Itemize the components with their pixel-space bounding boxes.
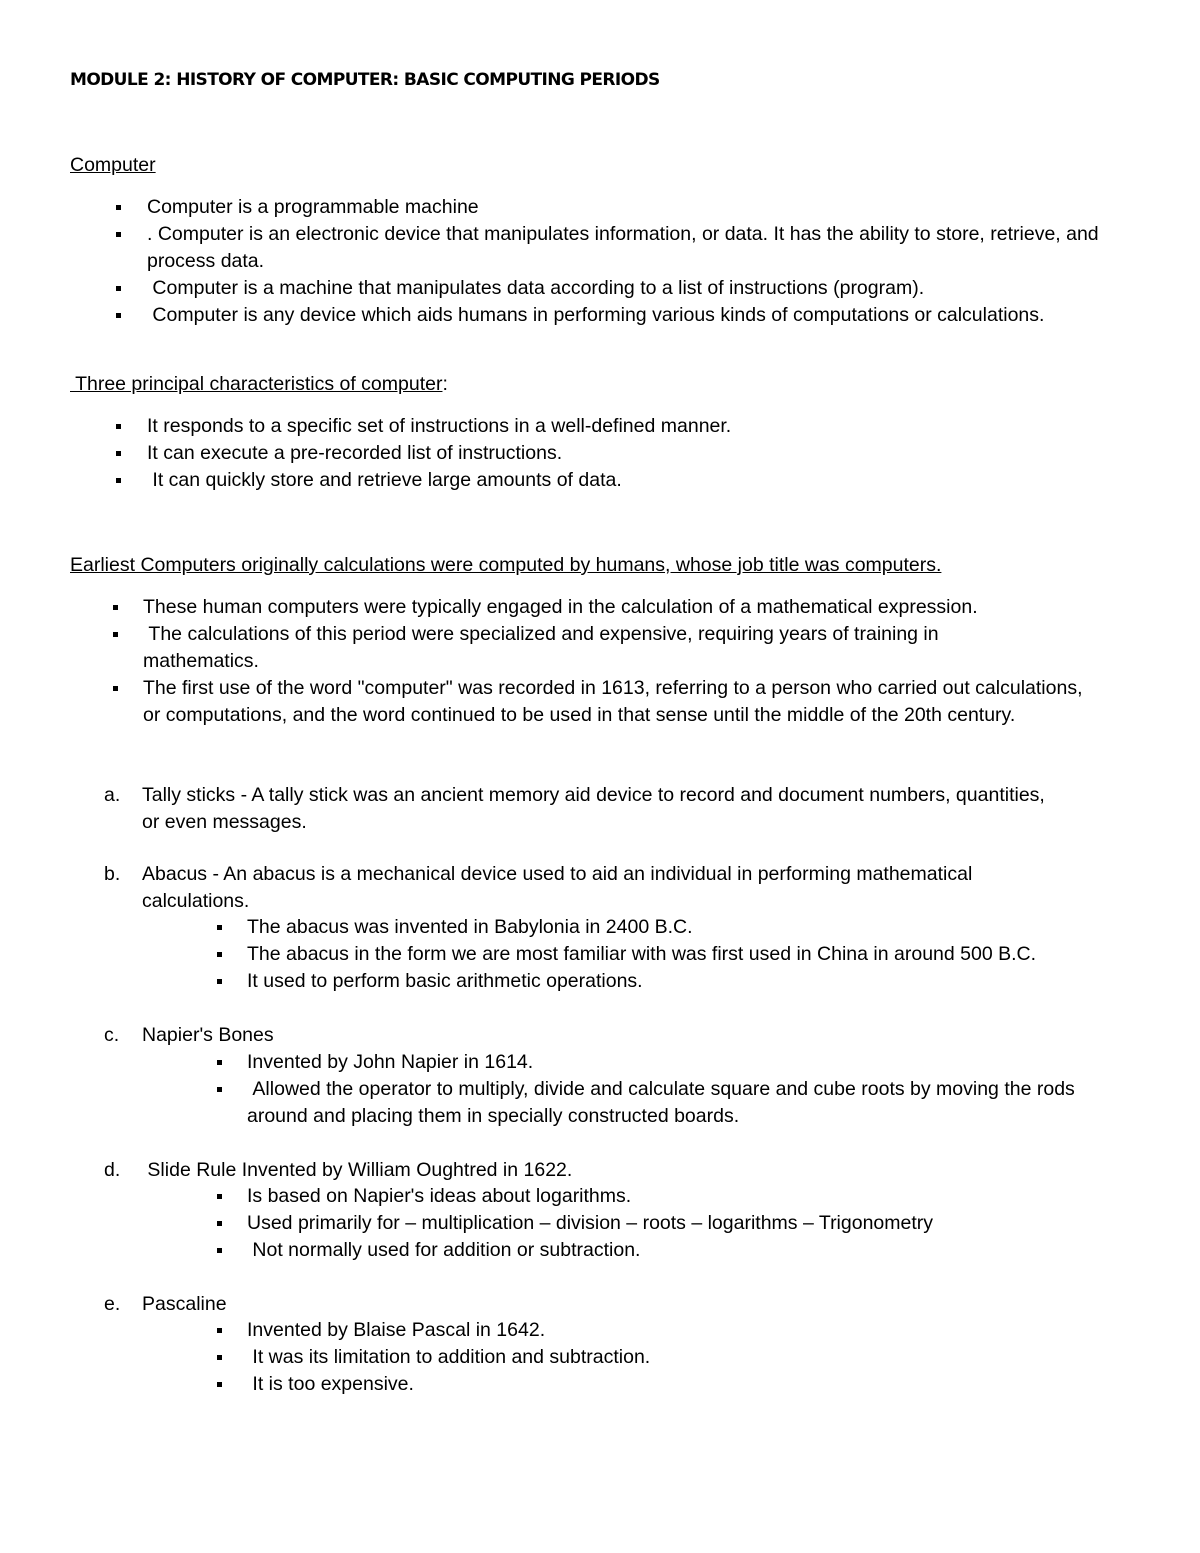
device-description: Tally sticks - A tally stick was an ancient memory aid device to record and document numbers, quantities, or even messages. bbox=[142, 784, 1051, 833]
list-item: . Computer is an electronic device that manipulates information, or data. It has the ability to store, retrieve, and process data. bbox=[147, 221, 1107, 275]
list-item: The calculations of this period were specialized and expensive, requiring years of training in mathematics. bbox=[143, 621, 1023, 675]
page-title: MODULE 2: HISTORY OF COMPUTER: BASIC COMPUTING PERIODS bbox=[70, 70, 660, 90]
list-item: Invented by Blaise Pascal in 1642. bbox=[247, 1317, 1147, 1344]
abacus-facts-list bbox=[247, 914, 1147, 995]
device-item-abacus bbox=[104, 861, 1084, 915]
device-description: Slide Rule Invented by William Oughtred in 1622. bbox=[142, 1159, 573, 1181]
slide-rule-facts-list bbox=[247, 1183, 1147, 1264]
section-heading-earliest-computers: Earliest Computers originally calculations were computed by humans, whose job title was computers. bbox=[70, 554, 942, 576]
section-heading-computer: Computer bbox=[70, 154, 156, 176]
list-item: Computer is any device which aids humans in performing various kinds of computations or calculations. bbox=[147, 302, 1047, 329]
list-item: Used primarily for – multiplication – division – roots – logarithms – Trigonometry bbox=[247, 1210, 1147, 1237]
characteristics-list bbox=[147, 413, 1107, 494]
list-item: It can quickly store and retrieve large amounts of data. bbox=[147, 467, 1107, 494]
list-item: Allowed the operator to multiply, divide and calculate square and cube roots by moving the rods around and placing them in specially constructed boards. bbox=[247, 1076, 1127, 1130]
list-item: It was its limitation to addition and subtraction. bbox=[247, 1344, 1147, 1371]
item-letter: a. bbox=[104, 784, 121, 806]
device-item-pascaline bbox=[104, 1291, 1084, 1318]
earliest-computers-list bbox=[143, 594, 1103, 729]
list-item: It responds to a specific set of instructions in a well-defined manner. bbox=[147, 413, 1107, 440]
item-letter: e. bbox=[104, 1293, 121, 1315]
device-item-slide-rule bbox=[104, 1157, 1084, 1184]
list-item: Computer is a machine that manipulates data according to a list of instructions (program). bbox=[147, 275, 1107, 302]
list-item: The abacus in the form we are most familiar with was first used in China in around 500 B.C. bbox=[247, 941, 1147, 968]
device-description: Pascaline bbox=[142, 1293, 227, 1315]
computer-definition-list bbox=[147, 194, 1107, 329]
napiers-bones-facts-list bbox=[247, 1049, 1147, 1130]
list-item: The abacus was invented in Babylonia in 2400 B.C. bbox=[247, 914, 1147, 941]
section-heading-characteristics: Three principal characteristics of computer bbox=[70, 373, 443, 395]
list-item: The first use of the word "computer" was recorded in 1613, referring to a person who carried out calculations, or computations, and the word continued to be used in that sense until the middle of the 20th century. bbox=[143, 675, 1103, 729]
device-item-napiers-bones bbox=[104, 1022, 1084, 1049]
list-item: Is based on Napier's ideas about logarithms. bbox=[247, 1183, 1147, 1210]
item-letter: c. bbox=[104, 1024, 120, 1046]
list-item: These human computers were typically engaged in the calculation of a mathematical expression. bbox=[143, 594, 1103, 621]
heading-colon: : bbox=[442, 373, 448, 395]
device-description: Napier's Bones bbox=[142, 1024, 274, 1046]
list-item: Computer is a programmable machine bbox=[147, 194, 1107, 221]
section-heading-characteristics-line bbox=[70, 371, 448, 398]
list-item: It can execute a pre-recorded list of instructions. bbox=[147, 440, 1107, 467]
item-letter: b. bbox=[104, 863, 121, 885]
list-item: It is too expensive. bbox=[247, 1371, 1147, 1398]
list-item: Not normally used for addition or subtraction. bbox=[247, 1237, 1147, 1264]
item-letter: d. bbox=[104, 1159, 121, 1181]
list-item: It used to perform basic arithmetic operations. bbox=[247, 968, 1147, 995]
device-description: Abacus - An abacus is a mechanical device used to aid an individual in performing mathematical calculations. bbox=[142, 863, 978, 912]
list-item: Invented by John Napier in 1614. bbox=[247, 1049, 1147, 1076]
device-item-tally-sticks bbox=[104, 782, 1084, 836]
pascaline-facts-list bbox=[247, 1317, 1147, 1398]
